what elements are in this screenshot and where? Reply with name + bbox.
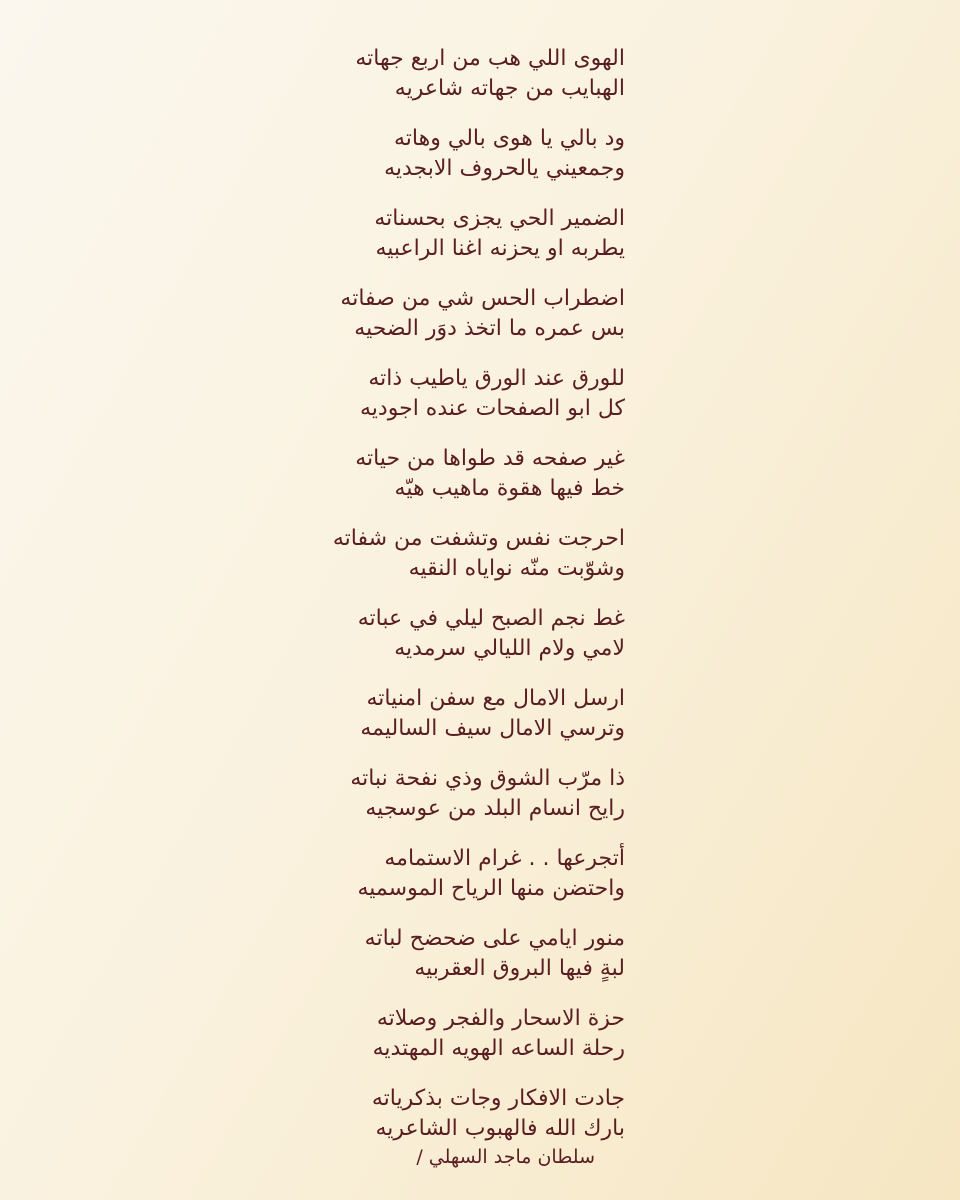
author-signature: سلطان ماجد السهلي /	[416, 1146, 595, 1168]
stanza	[0, 764, 960, 844]
stanza	[0, 44, 960, 124]
verse-line: ذا مرّب الشوق وذي نفحة نباته	[350, 766, 625, 791]
stanza	[0, 844, 960, 924]
verse-line: لامي ولام الليالي سرمديه	[394, 636, 625, 661]
poem	[0, 44, 960, 1164]
verse-line: غير صفحه قد طواها من حياته	[355, 446, 625, 471]
verse-line: أتجرعها . . غرام الاستمامه	[384, 846, 625, 871]
verse-line: كل ابو الصفحات عنده اجوديه	[360, 396, 625, 421]
verse-line: حزة الاسحار والفجر وصلاته	[376, 1006, 625, 1031]
stanza	[0, 684, 960, 764]
verse-line: احرجت نفس وتشفت من شفاته	[332, 526, 625, 551]
verse-line: خط فيها هقوة ماهيب هيّه	[394, 476, 625, 501]
verse-line: غط نجم الصبح ليلي في عباته	[357, 606, 625, 631]
verse-line: الهبايب من جهاته شاعريه	[394, 76, 625, 101]
verse-line: رحلة الساعه الهويه المهتديه	[372, 1036, 625, 1061]
stanza	[0, 284, 960, 364]
verse-line: وترسي الامال سيف الساليمه	[360, 716, 625, 741]
verse-line: واحتضن منها الرياح الموسميه	[357, 876, 625, 901]
stanza	[0, 444, 960, 524]
verse-line: وشوّبت منّه نواياه النقيه	[408, 556, 625, 581]
verse-line: اضطراب الحس شي من صفاته	[340, 286, 625, 311]
verse-line: جادت الافكار وجات بذكرياته	[371, 1086, 625, 1111]
stanza	[0, 924, 960, 1004]
verse-line: وجمعيني يالحروف الابجديه	[384, 156, 625, 181]
verse-line: للورق عند الورق ياطيب ذاته	[368, 366, 625, 391]
verse-line: الهوى اللي هب من اربع جهاته	[355, 46, 625, 71]
verse-line: بس عمره ما اتخذ دوَر الضحيه	[354, 316, 625, 341]
stanza	[0, 1004, 960, 1084]
verse-line: منور ايامي على ضحضح لباته	[364, 926, 625, 951]
verse-line: الضمير الحي يجزى بحسناته	[374, 206, 625, 231]
stanza	[0, 364, 960, 444]
stanza	[0, 524, 960, 604]
verse-line: لبةٍ فيها البروق العقربيه	[414, 956, 625, 981]
stanza	[0, 204, 960, 284]
verse-line: يطربه او يحزنه اغنا الراعبيه	[375, 236, 625, 261]
verse-line: رايح انسام البلد من عوسجيه	[365, 796, 625, 821]
stanza	[0, 604, 960, 684]
verse-line: ارسل الامال مع سفن امنياته	[366, 686, 625, 711]
stanza	[0, 124, 960, 204]
verse-line: بارك الله فالهبوب الشاعريه	[375, 1116, 625, 1141]
verse-line: ود بالي يا هوى بالي وهاته	[394, 126, 625, 151]
